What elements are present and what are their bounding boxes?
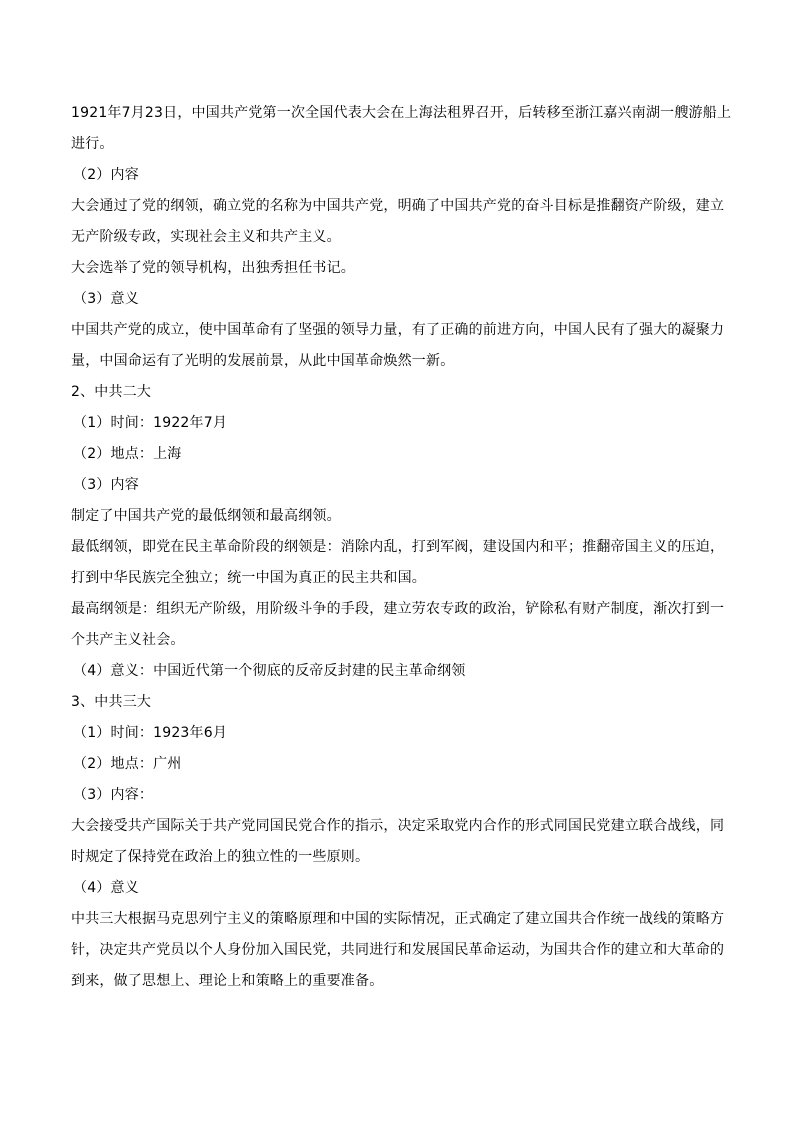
text-line: 无产阶级专政，实现社会主义和共产主义。 <box>71 229 341 245</box>
text-line: 个共产主义社会。 <box>71 632 185 648</box>
paragraph-third-congress-content <box>71 811 726 873</box>
text-line: 到来，做了思想上、理论上和策略上的重要准备。 <box>71 973 384 989</box>
subheading-content: （2）内容 <box>73 167 139 183</box>
paragraph-maximum-program <box>71 594 726 656</box>
heading-second-congress: 2、中共二大 <box>71 384 152 400</box>
text-line: 大会接受共产国际关于共产党同国民党合作的指示，决定采取党内合作的形式同国民党建立联合战线，同 <box>71 818 725 834</box>
text-line: 中共三大根据马克思列宁主义的策略原理和中国的实际情况，正式确定了建立国共合作统一战线的策略方 <box>71 911 725 927</box>
text-line: 中国共产党的成立，使中国革命有了坚强的领导力量，有了正确的前进方向，中国人民有了强大的凝聚力 <box>71 322 725 338</box>
paragraph-founding-significance <box>71 315 726 377</box>
paragraph-programs-intro: 制定了中国共产党的最低纲领和最高纲领。 <box>71 508 341 524</box>
text-line: 针，决定共产党员以个人身份加入国民党，共同进行和发展国民革命运动，为国共合作的建立和大革命的 <box>71 942 725 958</box>
text-line: 打到中华民族完全独立；统一中国为真正的民主共和国。 <box>71 570 426 586</box>
text-line: 最低纲领，即党在民主革命阶段的纲领是：消除内乱，打到军阀，建设国内和平；推翻帝国主义的压迫， <box>71 539 725 555</box>
item-third-congress-place: （2）地点：广州 <box>73 756 182 772</box>
item-third-congress-time: （1）时间：1923年6月 <box>73 725 228 741</box>
text-line: 大会通过了党的纲领，确立党的名称为中国共产党，明确了中国共产党的奋斗目标是推翻资产阶级，建立 <box>71 198 725 214</box>
text-line: 量，中国命运有了光明的发展前景，从此中国革命焕然一新。 <box>71 353 455 369</box>
heading-third-congress: 3、中共三大 <box>71 694 152 710</box>
item-second-congress-place: （2）地点：上海 <box>73 446 182 462</box>
paragraph-first-congress-location <box>71 98 732 160</box>
item-second-congress-time: （1）时间：1922年7月 <box>73 415 228 431</box>
paragraph-first-congress-program <box>71 191 726 253</box>
subheading-second-congress-content: （3）内容 <box>73 477 139 493</box>
paragraph-third-congress-significance <box>71 904 726 997</box>
text-line: 最高纲领是：组织无产阶级，用阶级斗争的手段，建立劳农专政的政治，铲除私有财产制度，渐次打到一 <box>71 601 725 617</box>
text-line: 1921年7月23日，中国共产党第一次全国代表大会在上海法租界召开，后转移至浙江嘉兴南湖一艘游船上 <box>71 105 732 121</box>
subheading-third-congress-significance: （4）意义 <box>73 880 139 896</box>
item-second-congress-significance: （4）意义：中国近代第一个彻底的反帝反封建的民主革命纲领 <box>73 663 466 679</box>
paragraph-leadership-election: 大会选举了党的领导机构，出独秀担任书记。 <box>71 260 355 276</box>
paragraph-minimum-program <box>71 532 726 594</box>
document-body <box>71 98 732 997</box>
subheading-third-congress-content: （3）内容： <box>73 787 154 803</box>
text-line: 时规定了保持党在政治上的独立性的一些原则。 <box>71 849 370 865</box>
text-line: 进行。 <box>71 136 114 152</box>
subheading-significance: （3）意义 <box>73 291 139 307</box>
